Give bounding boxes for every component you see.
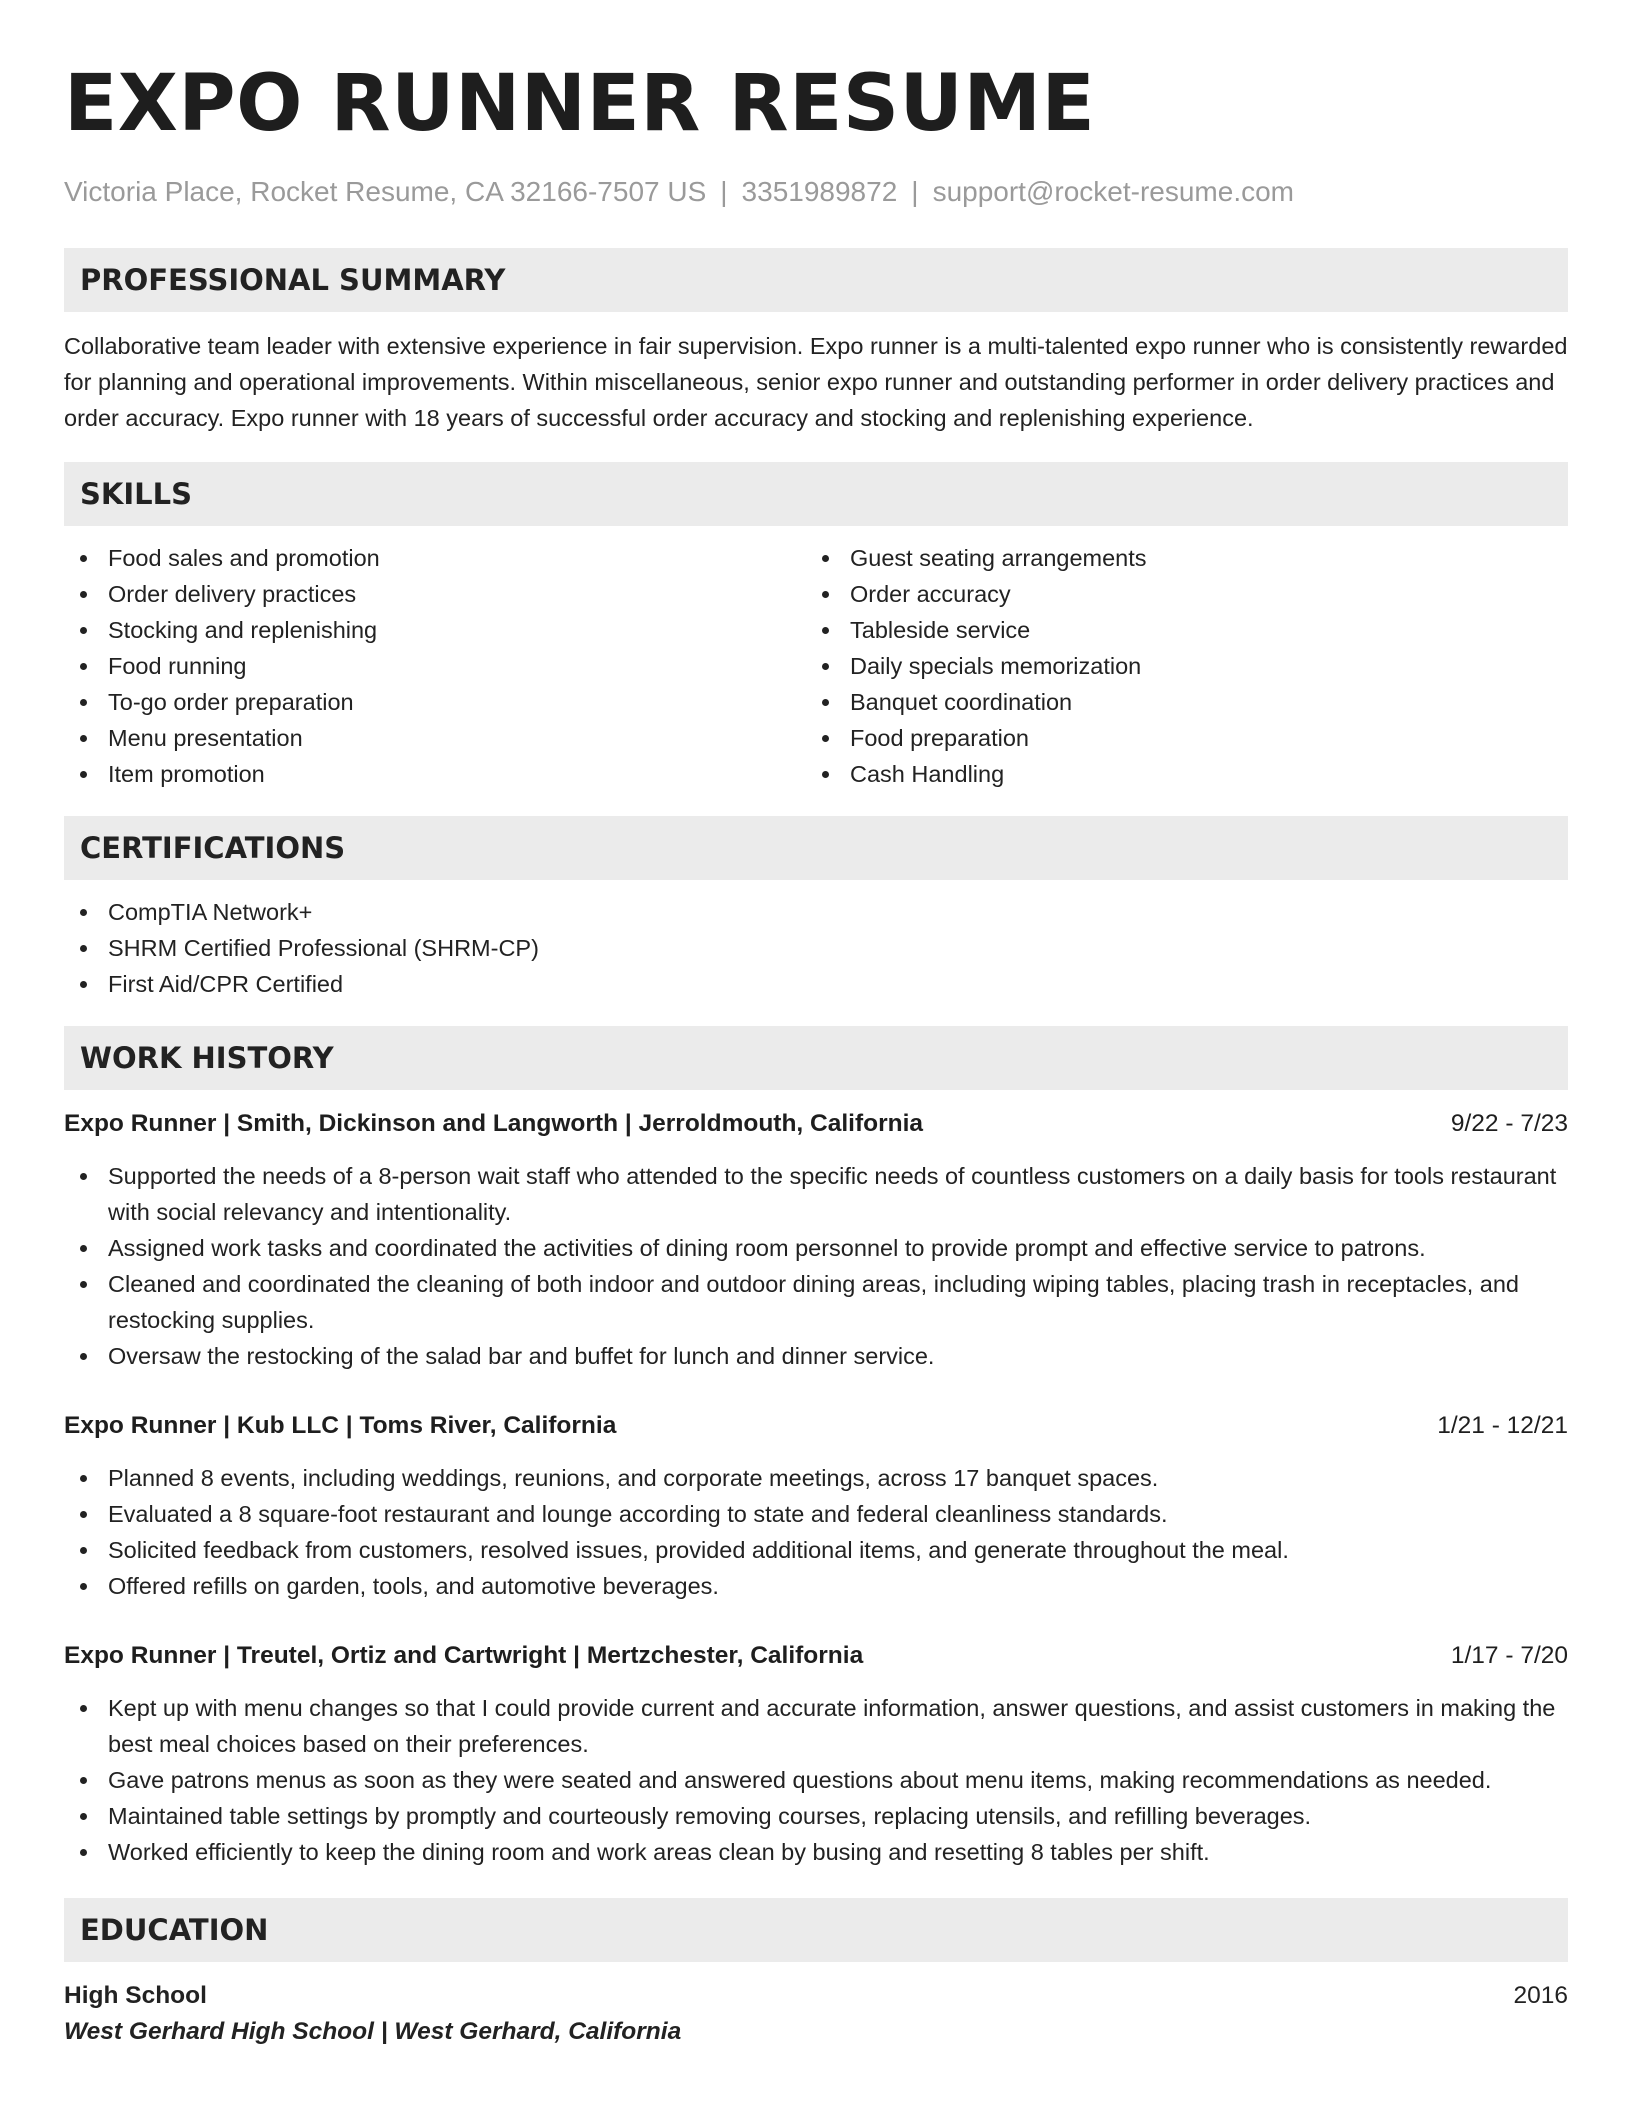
skill-item: Food sales and promotion [64, 540, 806, 576]
certification-item: SHRM Certified Professional (SHRM-CP) [64, 930, 1568, 966]
job-duty: Cleaned and coordinated the cleaning of both indoor and outdoor dining areas, including wiping tables, placing trash in receptacles, and restocking supplies. [64, 1266, 1568, 1338]
job-title: Expo Runner | Smith, Dickinson and Langworth | Jerroldmouth, California [64, 1110, 924, 1137]
contact-line [64, 172, 1568, 212]
skill-item: Menu presentation [64, 720, 806, 756]
contact-separator: | [720, 176, 728, 207]
skill-item: Guest seating arrangements [806, 540, 1548, 576]
section-heading-summary: PROFESSIONAL SUMMARY [64, 248, 1568, 312]
skill-item: Food preparation [806, 720, 1548, 756]
contact-phone: 3351989872 [741, 176, 898, 207]
skill-item: Tableside service [806, 612, 1548, 648]
contact-separator: | [911, 176, 919, 207]
skill-item: Order accuracy [806, 576, 1548, 612]
job-duty: Assigned work tasks and coordinated the activities of dining room personnel to provide prompt and effective service to patrons. [64, 1230, 1568, 1266]
job-duty: Planned 8 events, including weddings, reunions, and corporate meetings, across 17 banquet spaces. [64, 1460, 1568, 1496]
skill-item: Order delivery practices [64, 576, 806, 612]
job-header [64, 1638, 1568, 1674]
skill-item: Banquet coordination [806, 684, 1548, 720]
job-header [64, 1408, 1568, 1444]
job-duty: Supported the needs of a 8-person wait staff who attended to the specific needs of countless customers on a daily basis for tools restaurant with social relevancy and intentionality. [64, 1158, 1568, 1230]
education-school: West Gerhard High School | West Gerhard, California [64, 2018, 682, 2045]
job-duties-list [64, 1690, 1568, 1870]
job-duty: Solicited feedback from customers, resolved issues, provided additional items, and generate throughout the meal. [64, 1532, 1568, 1568]
job-duty: Kept up with menu changes so that I could provide current and accurate information, answer questions, and assist customers in making the best meal choices based on their preferences. [64, 1690, 1568, 1762]
job-duty: Worked efficiently to keep the dining room and work areas clean by busing and resetting 8 tables per shift. [64, 1834, 1568, 1870]
resume-title: EXPO RUNNER RESUME [64, 59, 1096, 149]
contact-email: support@rocket-resume.com [932, 176, 1294, 207]
skill-item: To-go order preparation [64, 684, 806, 720]
certifications-list [64, 894, 1568, 1002]
job-dates: 1/21 - 12/21 [1437, 1412, 1568, 1439]
certification-item: CompTIA Network+ [64, 894, 1568, 930]
job-duty: Gave patrons menus as soon as they were seated and answered questions about menu items, making recommendations as needed. [64, 1762, 1568, 1798]
skill-item: Daily specials memorization [806, 648, 1548, 684]
job-header [64, 1106, 1568, 1142]
job-title: Expo Runner | Kub LLC | Toms River, California [64, 1412, 617, 1439]
skill-item: Stocking and replenishing [64, 612, 806, 648]
job-dates: 9/22 - 7/23 [1450, 1110, 1568, 1137]
job-duty: Maintained table settings by promptly and courteously removing courses, replacing utensils, and refilling beverages. [64, 1798, 1568, 1834]
skill-item: Item promotion [64, 756, 806, 792]
job-duty: Evaluated a 8 square-foot restaurant and lounge according to state and federal cleanliness standards. [64, 1496, 1568, 1532]
job-entry [64, 1106, 1568, 1374]
education-header [64, 1978, 1568, 2014]
education-degree: High School [64, 1982, 207, 2009]
job-duty: Oversaw the restocking of the salad bar and buffet for lunch and dinner service. [64, 1338, 1568, 1374]
section-heading-certifications: CERTIFICATIONS [64, 816, 1568, 880]
job-title: Expo Runner | Treutel, Ortiz and Cartwright | Mertzchester, California [64, 1642, 864, 1669]
job-duty: Offered refills on garden, tools, and automotive beverages. [64, 1568, 1568, 1604]
job-entry [64, 1408, 1568, 1604]
education-year: 2016 [1513, 1982, 1568, 2009]
skill-item: Cash Handling [806, 756, 1548, 792]
job-duties-list [64, 1158, 1568, 1374]
skill-item: Food running [64, 648, 806, 684]
job-duties-list [64, 1460, 1568, 1604]
job-dates: 1/17 - 7/20 [1450, 1642, 1568, 1669]
skills-column-left [64, 540, 806, 792]
summary-text: Collaborative team leader with extensive experience in fair supervision. Expo runner is a multi-talented expo runner who is consistently rewarded for planning and operational improvements. Within miscellaneous, senior expo runner and outstanding performer in order delivery practices and order accuracy. Expo runner with 18 years of successful order accuracy and stocking and replenishing experience. [64, 333, 1568, 431]
certification-item: First Aid/CPR Certified [64, 966, 1568, 1002]
skills-grid [64, 540, 1568, 792]
section-heading-education: EDUCATION [64, 1898, 1568, 1962]
job-entry [64, 1638, 1568, 1870]
skills-column-right [806, 540, 1548, 792]
section-heading-work-history: WORK HISTORY [64, 1026, 1568, 1090]
contact-address: Victoria Place, Rocket Resume, CA 32166-7507 US [64, 176, 707, 207]
section-heading-skills: SKILLS [64, 462, 1568, 526]
education-entry [64, 1978, 1568, 2050]
